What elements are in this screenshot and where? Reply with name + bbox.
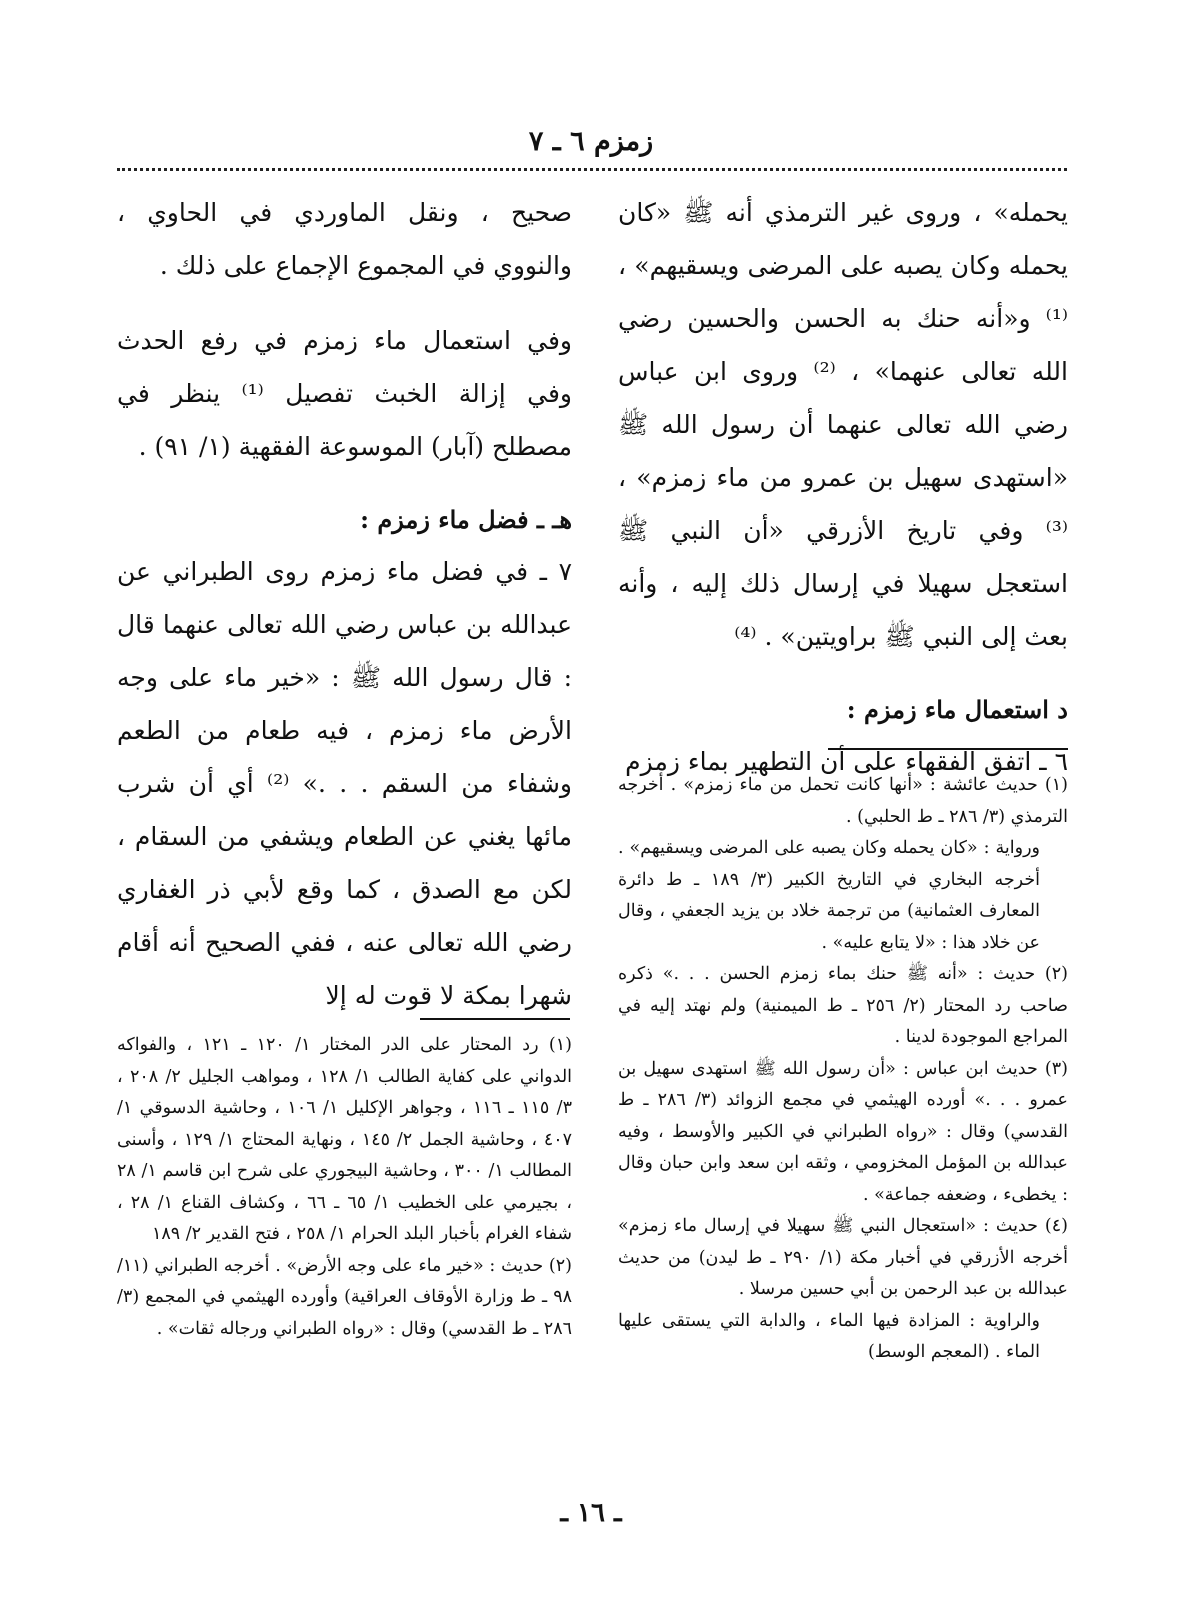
footnotes-right <box>618 770 1068 1369</box>
running-header: زمزم ٦ ـ ٧ <box>528 126 654 157</box>
paragraph-6: ٦ ـ اتفق الفقهاء على أن التطهير بماء زمزم <box>625 747 1068 776</box>
right-column <box>618 186 1068 788</box>
left-column <box>117 186 572 1022</box>
spacer <box>117 473 572 495</box>
paragraph-consensus: صحيح ، ونقل الماوردي في الحاوي ، والنووي في المجموع الإجماع على ذلك . <box>117 198 572 280</box>
footnote-separator-left <box>420 1018 570 1020</box>
section-heading-d: د استعمال ماء زمزم : <box>846 695 1068 724</box>
footnote-1: (١) حديث عائشة : «أنها كانت تحمل من ماء زمزم» . أخرجه الترمذي (٣/ ٢٨٦ ـ ط الحلبي) . <box>618 775 1068 827</box>
header-dotted-rule <box>117 168 1067 171</box>
section-heading-h: هـ ـ فضل ماء زمزم : <box>360 505 572 534</box>
footnote-2: (٢) حديث : «خير ماء على وجه الأرض» . أخرجه الطبراني (١١/ ٩٨ ـ ط وزارة الأوقاف العراقية) وأورده الهيثمي في المجمع (٣/ ٢٨٦ ـ ط القدسي) وقال : «رواه الطبراني ورجاله ثقات» . <box>117 1255 572 1339</box>
footnote-2: (٢) حديث : «أنه ﷺ حنك بماء زمزم الحسن . . .» ذكره صاحب رد المحتار (٢/ ٢٥٦ ـ ط الميمنية) ولم نهتد إليه في المراجع الموجودة لدينا . <box>618 964 1069 1047</box>
spacer <box>117 292 572 314</box>
footnote-separator-right <box>828 748 1068 750</box>
paragraph-hadith-carrying: يحمله» ، وروى غير الترمذي أنه ﷺ «كان يحمله وكان يصبه على المرضى ويسقيهم» ، ⁽¹⁾ و«أنه حنك به الحسن والحسين رضي الله تعالى عنهما» ، ⁽²⁾ وروى ابن عباس رضي الله تعالى عنهما أن رسول الله ﷺ «استهدى سهيل بن عمرو من ماء زمزم» ، ⁽³⁾ وفي تاريخ الأزرقي «أن النبي ﷺ استعجل سهيلا في إرسال ذلك إليه ، وأنه بعث إلى النبي ﷺ براويتين» . ⁽⁴⁾ <box>618 198 1068 651</box>
footnote-4: (٤) حديث : «استعجال النبي ﷺ سهيلا في إرسال ماء زمزم» أخرجه الأزرقي في أخبار مكة (١/ ٢٩٠ ـ ط ليدن) من حديث عبدالله بن عبد الرحمن بن أبي حسين مرسلا . <box>618 1216 1068 1299</box>
footnotes-left <box>117 1030 572 1345</box>
paragraph-7: ٧ ـ في فضل ماء زمزم روى الطبراني عن عبدالله بن عباس رضي الله تعالى عنهما قال : قال رسول الله ﷺ : «خير ماء على وجه الأرض ماء زمزم ، فيه طعام من الطعم وشفاء من السقم . . .» ⁽²⁾ أي أن شرب مائها يغني عن الطعام ويشفي من السقام ، لكن مع الصدق ، كما وقع لأبي ذر الغفاري رضي الله تعالى عنه ، ففي الصحيح أنه أقام شهرا بمكة لا قوت له إلا <box>117 557 572 1010</box>
footnote-3: (٣) حديث ابن عباس : «أن رسول الله ﷺ استهدى سهيل بن عمرو . . .» أورده الهيثمي في مجمع الزوائد (٣/ ٢٨٦ ـ ط القدسي) وقال : «رواه الطبراني في الكبير والأوسط ، وفيه عبدالله بن المؤمل المخزومي ، وثقه ابن سعد وابن حبان وقال : يخطىء ، وضعفه جماعة» . <box>618 1058 1068 1205</box>
footnote-1: (١) رد المحتار على الدر المختار ١/ ١٢٠ ـ ١٢١ ، والفواكه الدواني على كفاية الطالب ١/ ١٢٨ ، ومواهب الجليل ٢/ ٢٠٨ ، ٣/ ١١٥ ـ ١١٦ ، وجواهر الإكليل ١/ ١٠٦ ، وحاشية الدسوقي ١/ ٤٠٧ ، وحاشية الجمل ٢/ ١٤٥ ، ونهاية المحتاج ١/ ١٢٩ ، وأسنى المطالب ١/ ٣٠٠ ، وحاشية البيجوري على شرح ابن قاسم ١/ ٢٨ ، بجيرمي على الخطيب ١/ ٦٥ ـ ٦٦ ، وكشاف القناع ١/ ٢٨ ، شفاء الغرام بأخبار البلد الحرام ١/ ٢٥٨ ، فتح القدير ٢/ ١٨٩ <box>117 1035 573 1244</box>
spacer <box>618 663 1068 685</box>
footnote-1-continued: ورواية : «كان يحمله وكان يصبه على المرضى ويسقيهم» . أخرجه البخاري في التاريخ الكبير (٣/ ١٨٩ ـ ط دائرة المعارف العثمانية) من ترجمة خلاد بن يزيد الجعفي ، وقال عن خلاد هذا : «لا يتابع عليه» . <box>618 838 1040 953</box>
paragraph-usage-ruling: وفي استعمال ماء زمزم في رفع الحدث وفي إزالة الخبث تفصيل ⁽¹⁾ ينظر في مصطلح (آبار) الموسوعة الفقهية (١/ ٩١) . <box>117 326 572 461</box>
footnote-4-continued: والراوية : المزادة فيها الماء ، والدابة التي يستقى عليها الماء . (المعجم الوسط) <box>618 1310 1040 1362</box>
page-number: ـ ١٦ ـ <box>560 1498 622 1528</box>
